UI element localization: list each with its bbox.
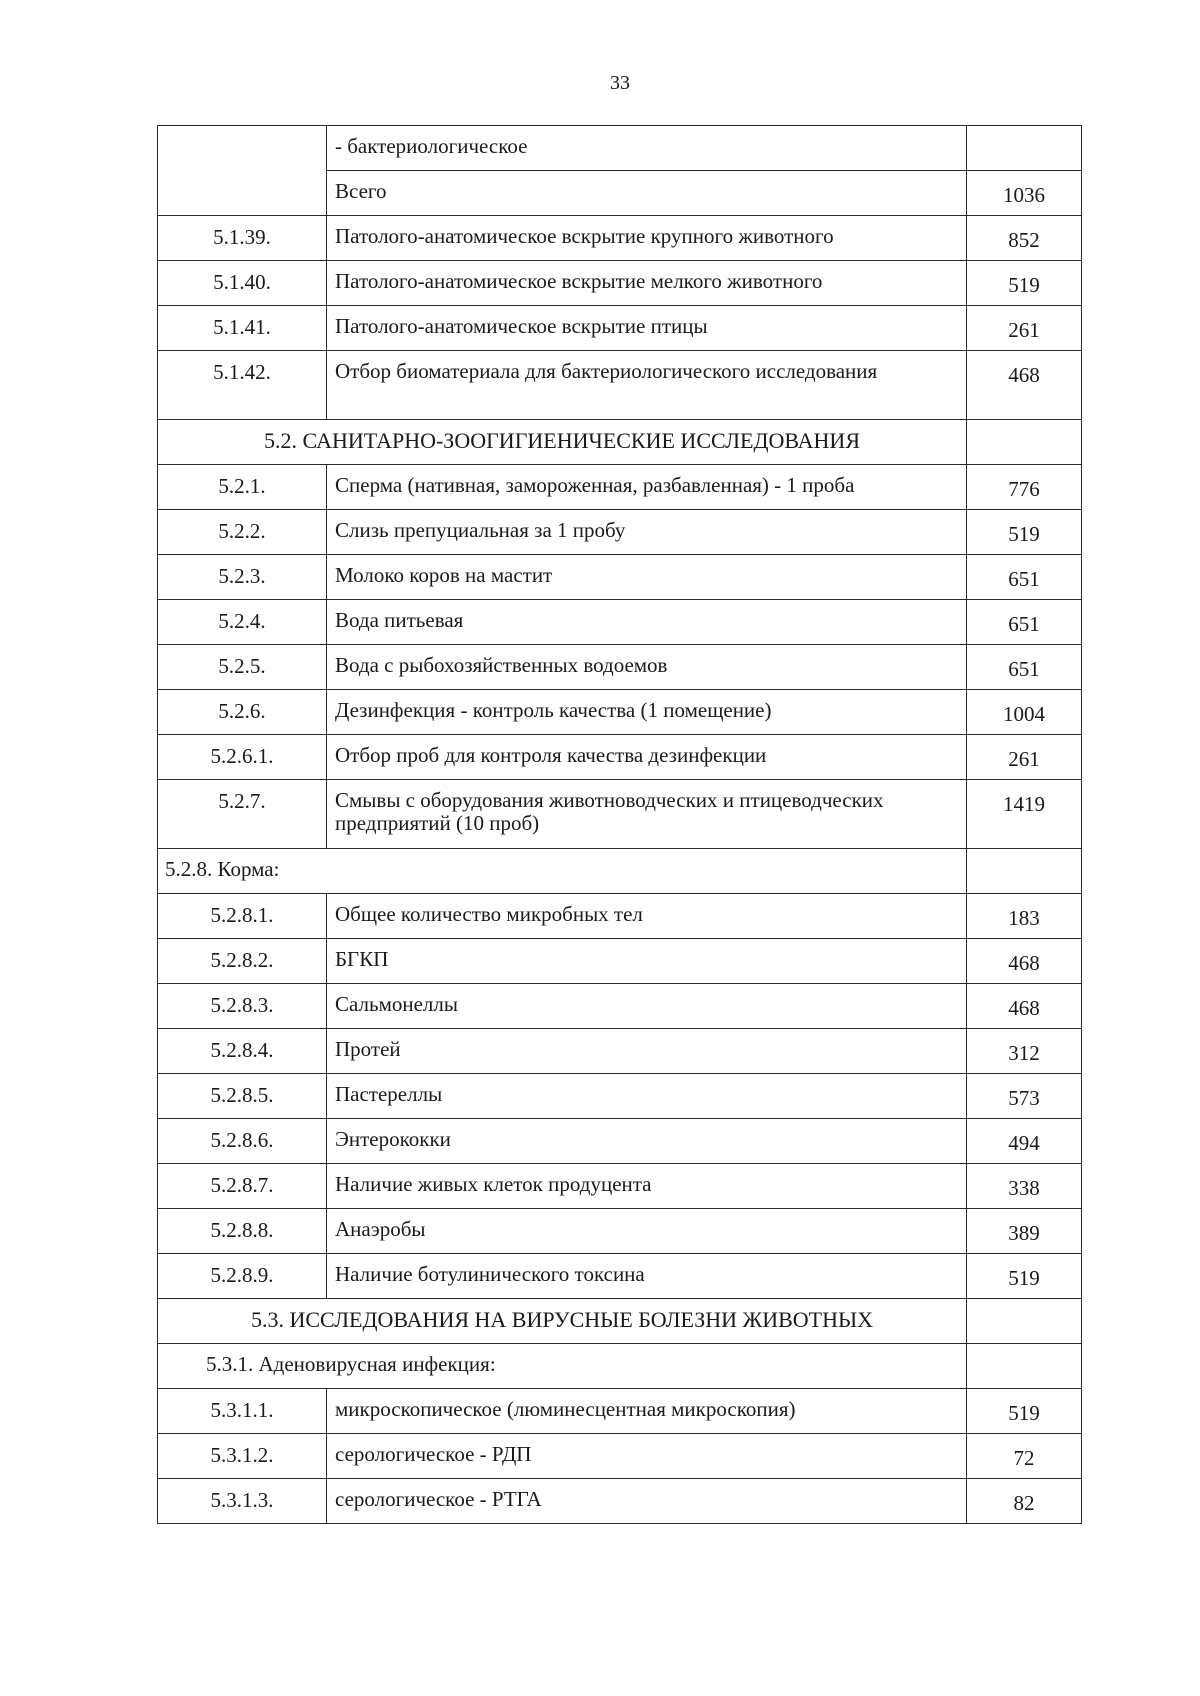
price-cell bbox=[967, 849, 1082, 894]
table-row bbox=[158, 735, 1082, 780]
table-row bbox=[158, 1209, 1082, 1254]
table-row bbox=[158, 600, 1082, 645]
name-cell: Сальмонеллы bbox=[327, 984, 967, 1029]
price-cell: 468 bbox=[967, 939, 1082, 984]
name-cell: Энтерококки bbox=[327, 1119, 967, 1164]
price-cell: 468 bbox=[967, 984, 1082, 1029]
name-cell: Дезинфекция - контроль качества (1 помещение) bbox=[327, 690, 967, 735]
price-cell bbox=[967, 126, 1082, 171]
price-cell: 312 bbox=[967, 1029, 1082, 1074]
table-row bbox=[158, 1164, 1082, 1209]
price-cell: 519 bbox=[967, 1389, 1082, 1434]
code-cell: 5.3.1.3. bbox=[158, 1479, 327, 1524]
name-cell: Сперма (нативная, замороженная, разбавленная) - 1 проба bbox=[327, 465, 967, 510]
price-cell: 183 bbox=[967, 894, 1082, 939]
name-cell: Молоко коров на мастит bbox=[327, 555, 967, 600]
table-row bbox=[158, 1074, 1082, 1119]
name-cell: Патолого-анатомическое вскрытие крупного животного bbox=[327, 216, 967, 261]
code-cell: 5.2.2. bbox=[158, 510, 327, 555]
code-cell: 5.2.8.6. bbox=[158, 1119, 327, 1164]
table-row bbox=[158, 261, 1082, 306]
code-cell: 5.1.39. bbox=[158, 216, 327, 261]
section-row bbox=[158, 1299, 1082, 1344]
price-cell: 651 bbox=[967, 600, 1082, 645]
price-cell: 573 bbox=[967, 1074, 1082, 1119]
price-cell: 468 bbox=[967, 351, 1082, 420]
code-cell: 5.2.5. bbox=[158, 645, 327, 690]
price-cell: 1004 bbox=[967, 690, 1082, 735]
price-cell: 261 bbox=[967, 735, 1082, 780]
code-cell: 5.2.8.9. bbox=[158, 1254, 327, 1299]
table-row bbox=[158, 1434, 1082, 1479]
price-cell bbox=[967, 1299, 1082, 1344]
code-cell: 5.2.7. bbox=[158, 780, 327, 849]
name-cell: Патолого-анатомическое вскрытие мелкого животного bbox=[327, 261, 967, 306]
price-cell: 519 bbox=[967, 261, 1082, 306]
section-heading: 5.2. САНИТАРНО-ЗООГИГИЕНИЧЕСКИЕ ИССЛЕДОВАНИЯ bbox=[158, 420, 967, 465]
price-cell: 338 bbox=[967, 1164, 1082, 1209]
code-cell: 5.2.1. bbox=[158, 465, 327, 510]
table-row bbox=[158, 555, 1082, 600]
subhead-row bbox=[158, 1344, 1082, 1389]
name-cell: Пастереллы bbox=[327, 1074, 967, 1119]
code-cell: 5.2.8.5. bbox=[158, 1074, 327, 1119]
name-cell: Наличие живых клеток продуцента bbox=[327, 1164, 967, 1209]
code-cell: 5.2.8.1. bbox=[158, 894, 327, 939]
name-cell: Отбор биоматериала для бактериологического исследования bbox=[327, 351, 967, 420]
code-cell: 5.2.8.2. bbox=[158, 939, 327, 984]
table-row bbox=[158, 894, 1082, 939]
code-cell: 5.2.6.1. bbox=[158, 735, 327, 780]
table-row bbox=[158, 645, 1082, 690]
code-cell bbox=[158, 126, 327, 216]
price-cell: 651 bbox=[967, 645, 1082, 690]
price-cell bbox=[967, 420, 1082, 465]
table-row bbox=[158, 465, 1082, 510]
name-cell: Анаэробы bbox=[327, 1209, 967, 1254]
subhead-row bbox=[158, 849, 1082, 894]
table-row bbox=[158, 126, 1082, 171]
price-cell: 1419 bbox=[967, 780, 1082, 849]
name-cell: Наличие ботулинического токсина bbox=[327, 1254, 967, 1299]
code-cell: 5.2.4. bbox=[158, 600, 327, 645]
code-cell: 5.3.1.2. bbox=[158, 1434, 327, 1479]
name-cell: серологическое - РДП bbox=[327, 1434, 967, 1479]
name-cell: Слизь препуциальная за 1 пробу bbox=[327, 510, 967, 555]
name-cell: Смывы с оборудования животноводческих и птицеводческих предприятий (10 проб) bbox=[327, 780, 967, 849]
price-cell bbox=[967, 1344, 1082, 1389]
price-table bbox=[157, 125, 1082, 1524]
price-cell: 1036 bbox=[967, 171, 1082, 216]
page-number: 33 bbox=[610, 72, 630, 94]
name-cell: Вода с рыбохозяйственных водоемов bbox=[327, 645, 967, 690]
name-cell: БГКП bbox=[327, 939, 967, 984]
subsection-heading: 5.3.1. Аденовирусная инфекция: bbox=[158, 1344, 967, 1389]
price-cell: 389 bbox=[967, 1209, 1082, 1254]
price-cell: 519 bbox=[967, 1254, 1082, 1299]
table-row bbox=[158, 216, 1082, 261]
table-row bbox=[158, 306, 1082, 351]
price-cell: 82 bbox=[967, 1479, 1082, 1524]
table-row bbox=[158, 1389, 1082, 1434]
name-cell: - бактериологическое bbox=[327, 126, 967, 171]
table-row bbox=[158, 1029, 1082, 1074]
price-cell: 852 bbox=[967, 216, 1082, 261]
table-row bbox=[158, 690, 1082, 735]
code-cell: 5.2.8.4. bbox=[158, 1029, 327, 1074]
name-cell: Протей bbox=[327, 1029, 967, 1074]
code-cell: 5.1.41. bbox=[158, 306, 327, 351]
price-cell: 776 bbox=[967, 465, 1082, 510]
price-cell: 261 bbox=[967, 306, 1082, 351]
price-cell: 494 bbox=[967, 1119, 1082, 1164]
table-row bbox=[158, 1479, 1082, 1524]
name-cell: Вода питьевая bbox=[327, 600, 967, 645]
name-cell: микроскопическое (люминесцентная микроскопия) bbox=[327, 1389, 967, 1434]
section-heading: 5.3. ИССЛЕДОВАНИЯ НА ВИРУСНЫЕ БОЛЕЗНИ ЖИВОТНЫХ bbox=[158, 1299, 967, 1344]
code-cell: 5.1.40. bbox=[158, 261, 327, 306]
table-row bbox=[158, 351, 1082, 420]
name-cell: Общее количество микробных тел bbox=[327, 894, 967, 939]
code-cell: 5.2.8.7. bbox=[158, 1164, 327, 1209]
price-cell: 72 bbox=[967, 1434, 1082, 1479]
table-row bbox=[158, 984, 1082, 1029]
code-cell: 5.1.42. bbox=[158, 351, 327, 420]
subsection-heading: 5.2.8. Корма: bbox=[158, 849, 967, 894]
code-cell: 5.2.6. bbox=[158, 690, 327, 735]
table-row bbox=[158, 780, 1082, 849]
price-cell: 519 bbox=[967, 510, 1082, 555]
code-cell: 5.2.8.3. bbox=[158, 984, 327, 1029]
code-cell: 5.3.1.1. bbox=[158, 1389, 327, 1434]
table-row bbox=[158, 1119, 1082, 1164]
code-cell: 5.2.3. bbox=[158, 555, 327, 600]
name-cell: Патолого-анатомическое вскрытие птицы bbox=[327, 306, 967, 351]
code-cell: 5.2.8.8. bbox=[158, 1209, 327, 1254]
name-cell: серологическое - РТГА bbox=[327, 1479, 967, 1524]
price-cell: 651 bbox=[967, 555, 1082, 600]
table-row bbox=[158, 510, 1082, 555]
name-cell: Отбор проб для контроля качества дезинфекции bbox=[327, 735, 967, 780]
table-row bbox=[158, 939, 1082, 984]
name-cell: Всего bbox=[327, 171, 967, 216]
table-row bbox=[158, 1254, 1082, 1299]
section-row bbox=[158, 420, 1082, 465]
